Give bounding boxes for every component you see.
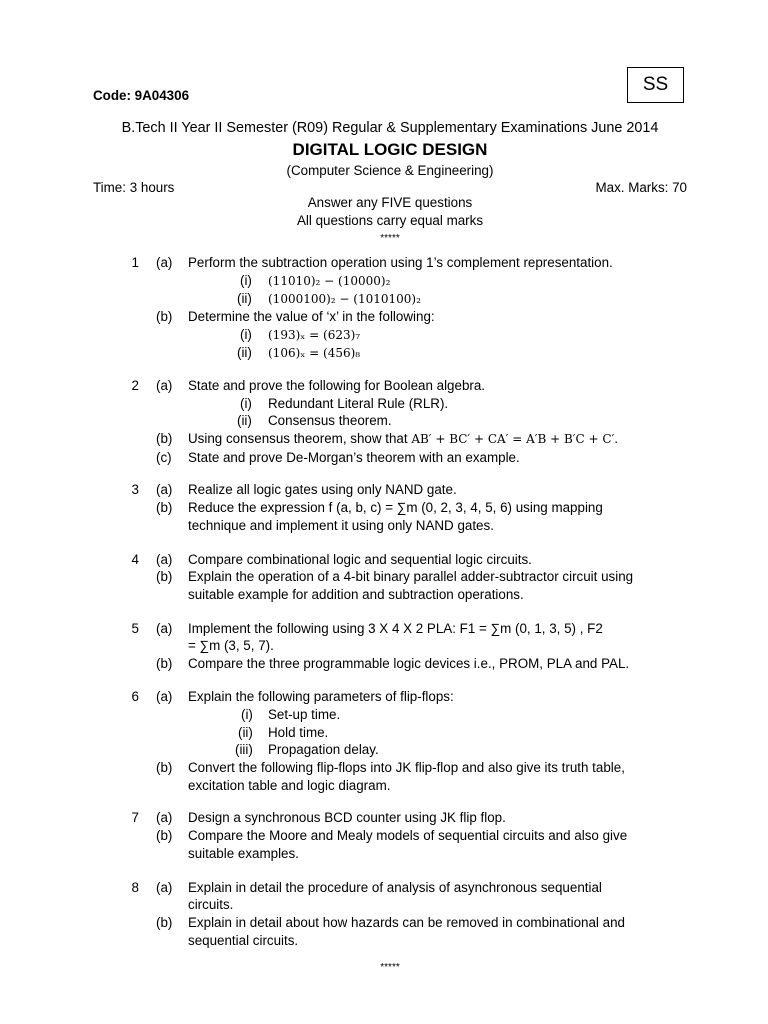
part-text-line: Explain in detail about how hazards can be removed in combinational and — [188, 915, 625, 930]
question-number: 2 — [131, 378, 139, 393]
instruction-answer: Answer any FIVE questions — [307, 195, 473, 210]
question-number: 8 — [131, 880, 139, 895]
part-text-line: technique and implement it using only NAND gates. — [188, 518, 494, 533]
sub-label: (i) — [241, 707, 253, 722]
part-text: Compare the three programmable logic devices i.e., PROM, PLA and PAL. — [188, 656, 630, 671]
part-text — [188, 500, 662, 515]
separator-bottom: ***** — [380, 962, 400, 973]
part-label: (a) — [156, 689, 173, 704]
sub-label: (iii) — [235, 742, 253, 757]
max-marks: Max. Marks: 70 — [595, 180, 687, 195]
part-text: Realize all logic gates using only NAND gate. — [188, 482, 457, 497]
sub-text: Set-up time. — [268, 707, 341, 722]
part-label: (b) — [156, 760, 173, 775]
subject-title: DIGITAL LOGIC DESIGN — [292, 140, 488, 159]
part-text — [188, 431, 618, 446]
question-number: 4 — [131, 552, 139, 567]
part-text-line: suitable example for addition and subtraction operations. — [188, 587, 524, 602]
part-text-line: = ∑m (3, 5, 7). — [188, 638, 274, 653]
part-text: Compare combinational logic and sequential logic circuits. — [188, 552, 532, 567]
part-label: (a) — [156, 810, 173, 825]
question-number: 5 — [131, 621, 139, 636]
part-text: Explain the following parameters of flip-flops: — [188, 689, 454, 704]
part-text-line: Explain in detail the procedure of analysis of asynchronous sequential — [188, 880, 602, 895]
part-text-lead: Using consensus theorem, show that — [188, 431, 408, 446]
sub-label: (i) — [240, 273, 252, 288]
part-label: (a) — [156, 621, 173, 636]
part-label: (a) — [156, 552, 173, 567]
sub-text: Propagation delay. — [268, 742, 379, 757]
part-text-line: sequential circuits. — [188, 933, 299, 948]
math-expression: AB′ + BC′ + CA′ = A′B + B′C + C′. — [411, 432, 619, 446]
set-badge — [627, 67, 684, 103]
part-text-line: circuits. — [188, 897, 234, 912]
part-text — [188, 880, 662, 895]
sub-label: (ii) — [237, 291, 252, 306]
part-text-line: Convert the following flip-flops into JK flip-flop and also give its truth table, — [188, 760, 625, 775]
math-expression: (106)ₓ = (456)₈ — [268, 346, 361, 360]
part-label: (c) — [156, 450, 172, 465]
part-label: (a) — [156, 378, 173, 393]
part-text: Design a synchronous BCD counter using JK flip flop. — [188, 810, 506, 825]
part-text-line: Implement the following using 3 X 4 X 2 PLA: F1 = ∑m (0, 1, 3, 5) , F2 — [188, 621, 603, 636]
part-text-line: Compare the Moore and Mealy models of sequential circuits and also give — [188, 828, 628, 843]
exam-line: B.Tech II Year II Semester (R09) Regular & Supplementary Examinations June 2014 — [121, 120, 659, 136]
part-text-line: Reduce the expression f (a, b, c) = ∑m (0, 2, 3, 4, 5, 6) using mapping — [188, 500, 603, 515]
sub-text: Consensus theorem. — [268, 413, 392, 428]
branch: (Computer Science & Engineering) — [286, 163, 494, 178]
part-text — [188, 915, 662, 930]
question-number: 3 — [131, 482, 139, 497]
instruction-marks: All questions carry equal marks — [296, 213, 484, 228]
part-label: (a) — [156, 255, 173, 270]
part-text: Perform the subtraction operation using 1’s complement representation. — [188, 255, 613, 270]
part-text: State and prove the following for Boolean algebra. — [188, 378, 486, 393]
part-text — [188, 828, 662, 843]
part-label: (b) — [156, 431, 173, 446]
sub-text: Hold time. — [268, 725, 329, 740]
part-text-line: excitation table and logic diagram. — [188, 778, 391, 793]
paper-code: Code: 9A04306 — [93, 88, 190, 103]
question-number: 7 — [131, 810, 139, 825]
math-expression: (11010)₂ − (10000)₂ — [268, 274, 391, 288]
part-text-line: suitable examples. — [188, 846, 299, 861]
exam-time: Time: 3 hours — [93, 180, 175, 195]
question-number: 6 — [131, 689, 139, 704]
part-label: (a) — [156, 482, 173, 497]
part-label: (a) — [156, 880, 173, 895]
set-badge-label: SS — [642, 74, 669, 95]
sub-label: (i) — [240, 396, 252, 411]
part-label: (b) — [156, 915, 173, 930]
part-label: (b) — [156, 569, 173, 584]
sub-label: (ii) — [237, 413, 252, 428]
part-text: Determine the value of ‘x’ in the following: — [188, 309, 435, 324]
math-expression: (193)ₓ = (623)₇ — [268, 328, 361, 342]
part-label: (b) — [156, 309, 173, 324]
part-text: State and prove De-Morgan’s theorem with an example. — [188, 450, 520, 465]
sub-label: (ii) — [238, 725, 253, 740]
separator-top: ***** — [380, 233, 400, 244]
math-expression: (1000100)₂ − (1010100)₂ — [268, 292, 421, 306]
sub-label: (i) — [240, 327, 252, 342]
part-label: (b) — [156, 656, 173, 671]
part-label: (b) — [156, 500, 173, 515]
part-text — [188, 621, 662, 636]
question-number: 1 — [131, 255, 139, 270]
sub-label: (ii) — [237, 345, 252, 360]
part-label: (b) — [156, 828, 173, 843]
sub-text: Redundant Literal Rule (RLR). — [268, 396, 449, 411]
part-text-line: Explain the operation of a 4-bit binary parallel adder-subtractor circuit using — [188, 569, 634, 584]
